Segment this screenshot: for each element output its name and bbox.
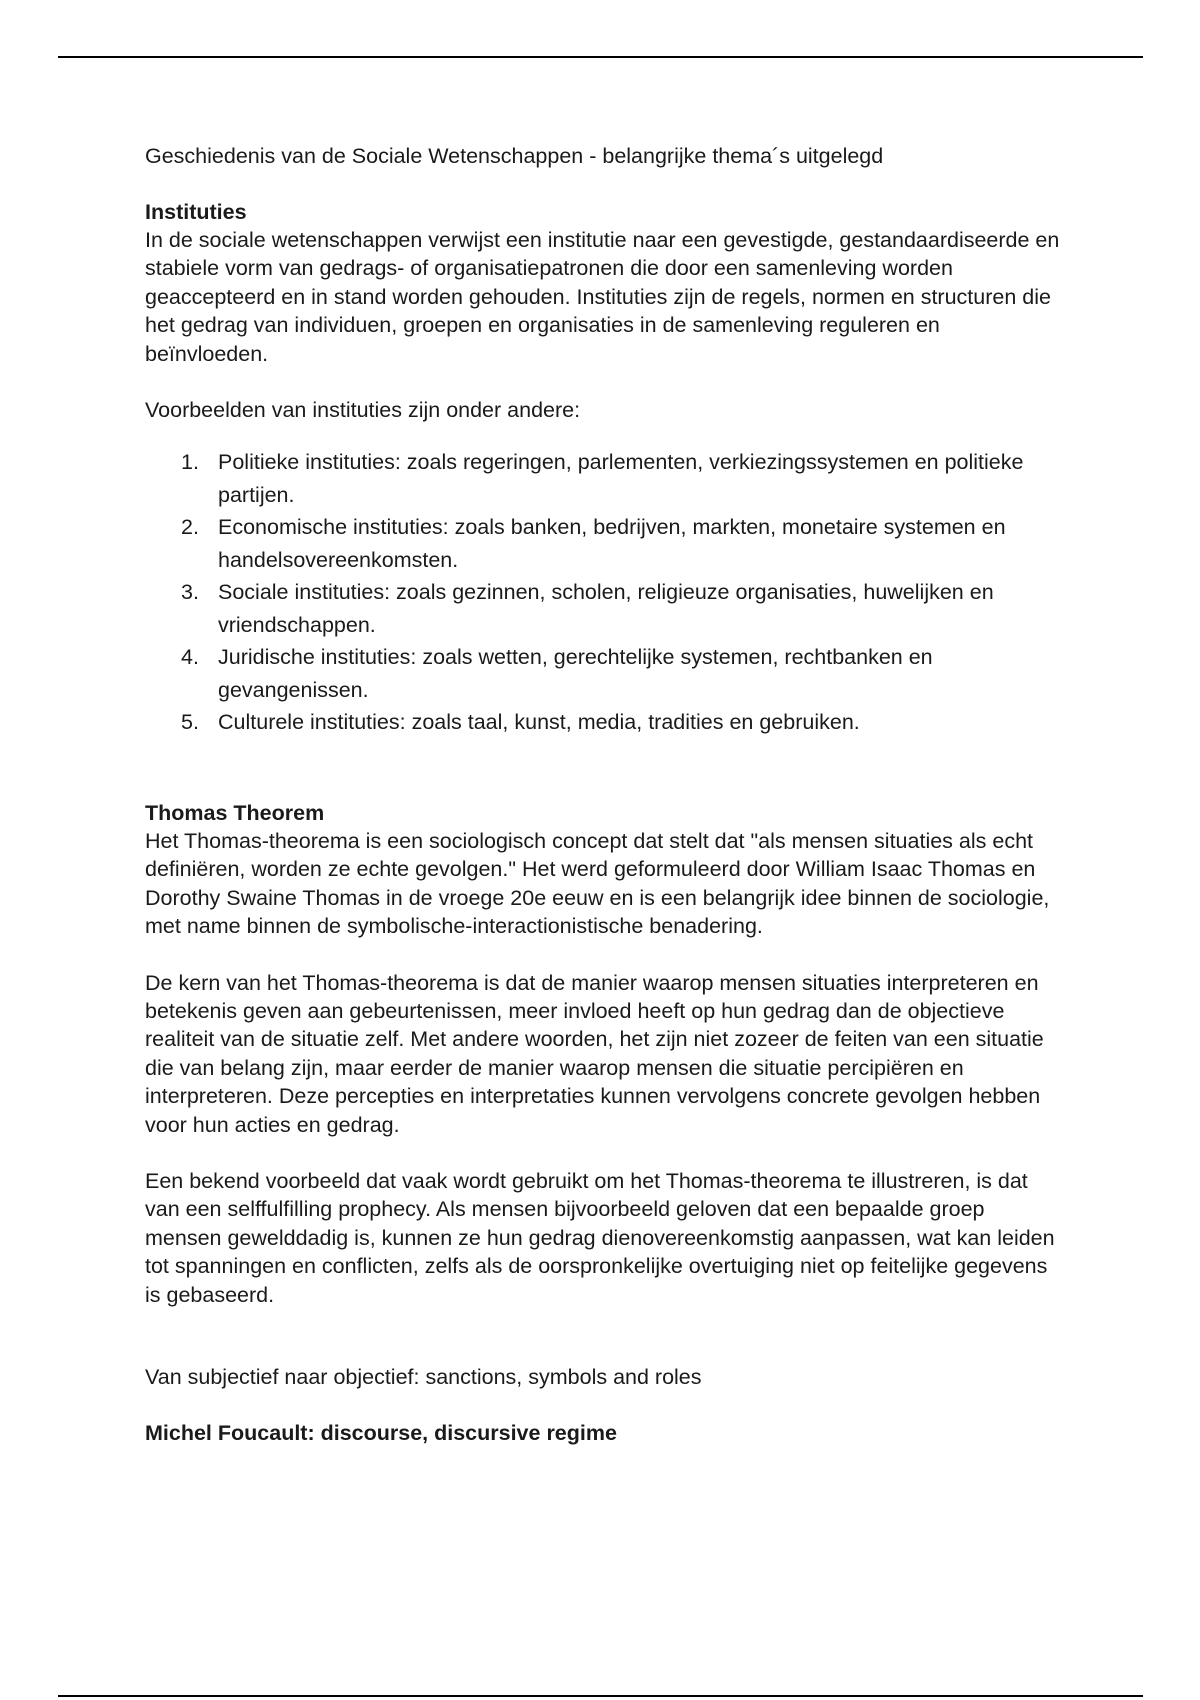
- list-number: 3.: [181, 580, 199, 605]
- spacer: [145, 1391, 1065, 1419]
- heading-instituties: Instituties: [145, 200, 247, 224]
- thomas-paragraph-2: De kern van het Thomas-theorema is dat de manier waarop mensen situaties interpreteren en betekenis geven aan gebeurtenissen, meer invloed heeft op hun gedrag dan de objectieve realiteit van de situatie zelf. Met andere woorden, het zijn niet zozeer de feiten van een situatie die van belang zijn, maar eerder de manier waarop mensen die situatie percipiëren en interpreteren. Deze percepties en interpretaties kunnen vervolgens concrete gevolgen hebben voor hun acties en gedrag.: [145, 970, 1044, 1137]
- list-text: Juridische instituties: zoals wetten, gerechtelijke systemen, rechtbanken en gevangenissen.: [218, 645, 933, 702]
- thomas-paragraph-3: Een bekend voorbeeld dat vaak wordt gebruikt om het Thomas-theorema te illustreren, is dat van een selffulfilling prophecy. Als mensen bijvoorbeeld geloven dat een bepaalde groep mensen gewelddadig is, kunnen ze hun gedrag dienovereenkomstig aanpassen, wat kan leiden tot spanningen en conflicten, zelfs als de oorspronkelijke overtuiging niet op feitelijke gegevens is gebaseerd.: [145, 1169, 1055, 1307]
- top-rule: [58, 56, 1143, 58]
- spacer: [145, 1309, 1065, 1363]
- list-text: Politieke instituties: zoals regeringen, parlementen, verkiezingssystemen en politieke partijen.: [218, 450, 1024, 507]
- heading-foucault: Michel Foucault: discourse, discursive regime: [145, 1421, 617, 1446]
- spacer: [145, 739, 1065, 799]
- list-item: [145, 706, 1065, 739]
- subjective-objective-line: Van subjectief naar objectief: sanctions, symbols and roles: [145, 1365, 702, 1390]
- heading-thomas-theorem: Thomas Theorem: [145, 800, 325, 825]
- list-item: [145, 576, 1065, 641]
- list-item: [145, 641, 1065, 706]
- list-number: 4.: [181, 645, 199, 670]
- instituties-intro: In de sociale wetenschappen verwijst een institutie naar een gevestigde, gestandaardiseerde en stabiele vorm van gedrags- of organisatiepatronen die door een samenleving worden geaccepteerd en in stand worden gehouden. Instituties zijn de regels, normen en structuren die het gedrag van individuen, groepen en organisaties in de samenleving reguleren en beïnvloeden.: [145, 228, 1060, 366]
- list-item: [145, 446, 1065, 511]
- list-item: [145, 511, 1065, 576]
- list-text: Sociale instituties: zoals gezinnen, scholen, religieuze organisaties, huwelijken en vriendschappen.: [218, 580, 994, 637]
- list-number: 1.: [181, 450, 199, 475]
- instituties-examples-list: [145, 446, 1065, 739]
- document-title: Geschiedenis van de Sociale Wetenschappen - belangrijke thema´s uitgelegd: [145, 144, 884, 168]
- document-page: [145, 142, 1065, 1447]
- instituties-examples-lead: Voorbeelden van instituties zijn onder andere:: [145, 398, 581, 423]
- list-number: 5.: [181, 710, 199, 735]
- list-text: Culturele instituties: zoals taal, kunst, media, tradities en gebruiken.: [218, 710, 860, 735]
- list-text: Economische instituties: zoals banken, bedrijven, markten, monetaire systemen en handelsovereenkomsten.: [218, 515, 1006, 572]
- bottom-rule: [58, 1695, 1143, 1697]
- list-number: 2.: [181, 515, 199, 540]
- thomas-paragraph-1: Het Thomas-theorema is een sociologisch concept dat stelt dat "als mensen situaties als echt definiëren, worden ze echte gevolgen." Het werd geformuleerd door William Isaac Thomas en Dorothy Swaine Thomas in de vroege 20e eeuw en is een belangrijk idee binnen de sociologie, met name binnen de symbolische-interactionistische benadering.: [145, 828, 1050, 939]
